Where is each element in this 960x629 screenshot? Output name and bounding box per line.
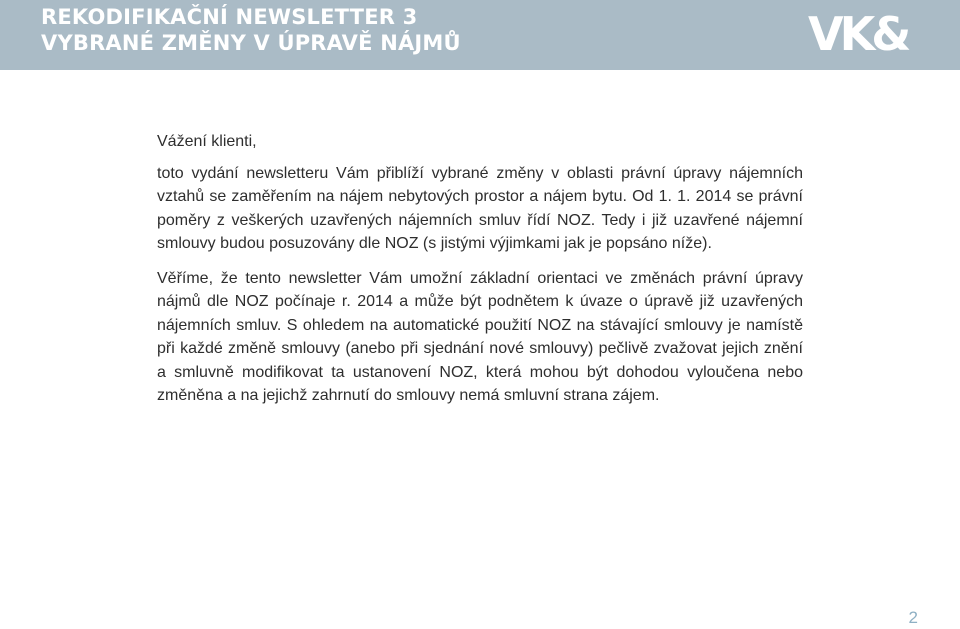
- header-bar: [0, 0, 960, 70]
- second-paragraph: Věříme, že tento newsletter Vám umožní základní orientaci ve změnách právní úpravy nájmů dle NOZ počínaje r. 2014 a může být podnětem k úvaze o úpravě již uzavřených nájemních smluv. S ohledem na automatické použití NOZ na stávající smlouvy je namístě při každé změně smlouvy (anebo při sjednání nové smlouvy) pečlivě zvažovat jejich znění a smluvně modifikovat ta ustanovení NOZ, která mohou být dohodou vyloučena nebo změněna a na jejichž zahrnutí do smlouvy nemá smluvní strana zájem.: [157, 269, 803, 404]
- intro-paragraph: toto vydání newsletteru Vám přiblíží vybrané změny v oblasti právní úpravy nájemních vztahů se zaměřením na nájem nebytových prostor a nájem bytu. Od 1. 1. 2014 se právní poměry z veškerých uzavřených nájemních smluv řídí NOZ. Tedy i již uzavřené nájemní smlouvy budou posuzovány dle NOZ (s jistými výjimkami jak je popsáno níže).: [157, 164, 803, 252]
- page-number: 2: [908, 608, 918, 627]
- letter-body: [157, 130, 803, 419]
- newsletter-title: [41, 4, 461, 56]
- logo-text: VK&: [808, 8, 908, 58]
- greeting: Vážení klienti,: [157, 133, 257, 150]
- vk-logo-icon: [808, 8, 926, 58]
- title-line-1: REKODIFIKAČNÍ NEWSLETTER 3: [41, 5, 418, 29]
- title-line-2: VYBRANÉ ZMĚNY V ÚPRAVĚ NÁJMŮ: [41, 31, 461, 55]
